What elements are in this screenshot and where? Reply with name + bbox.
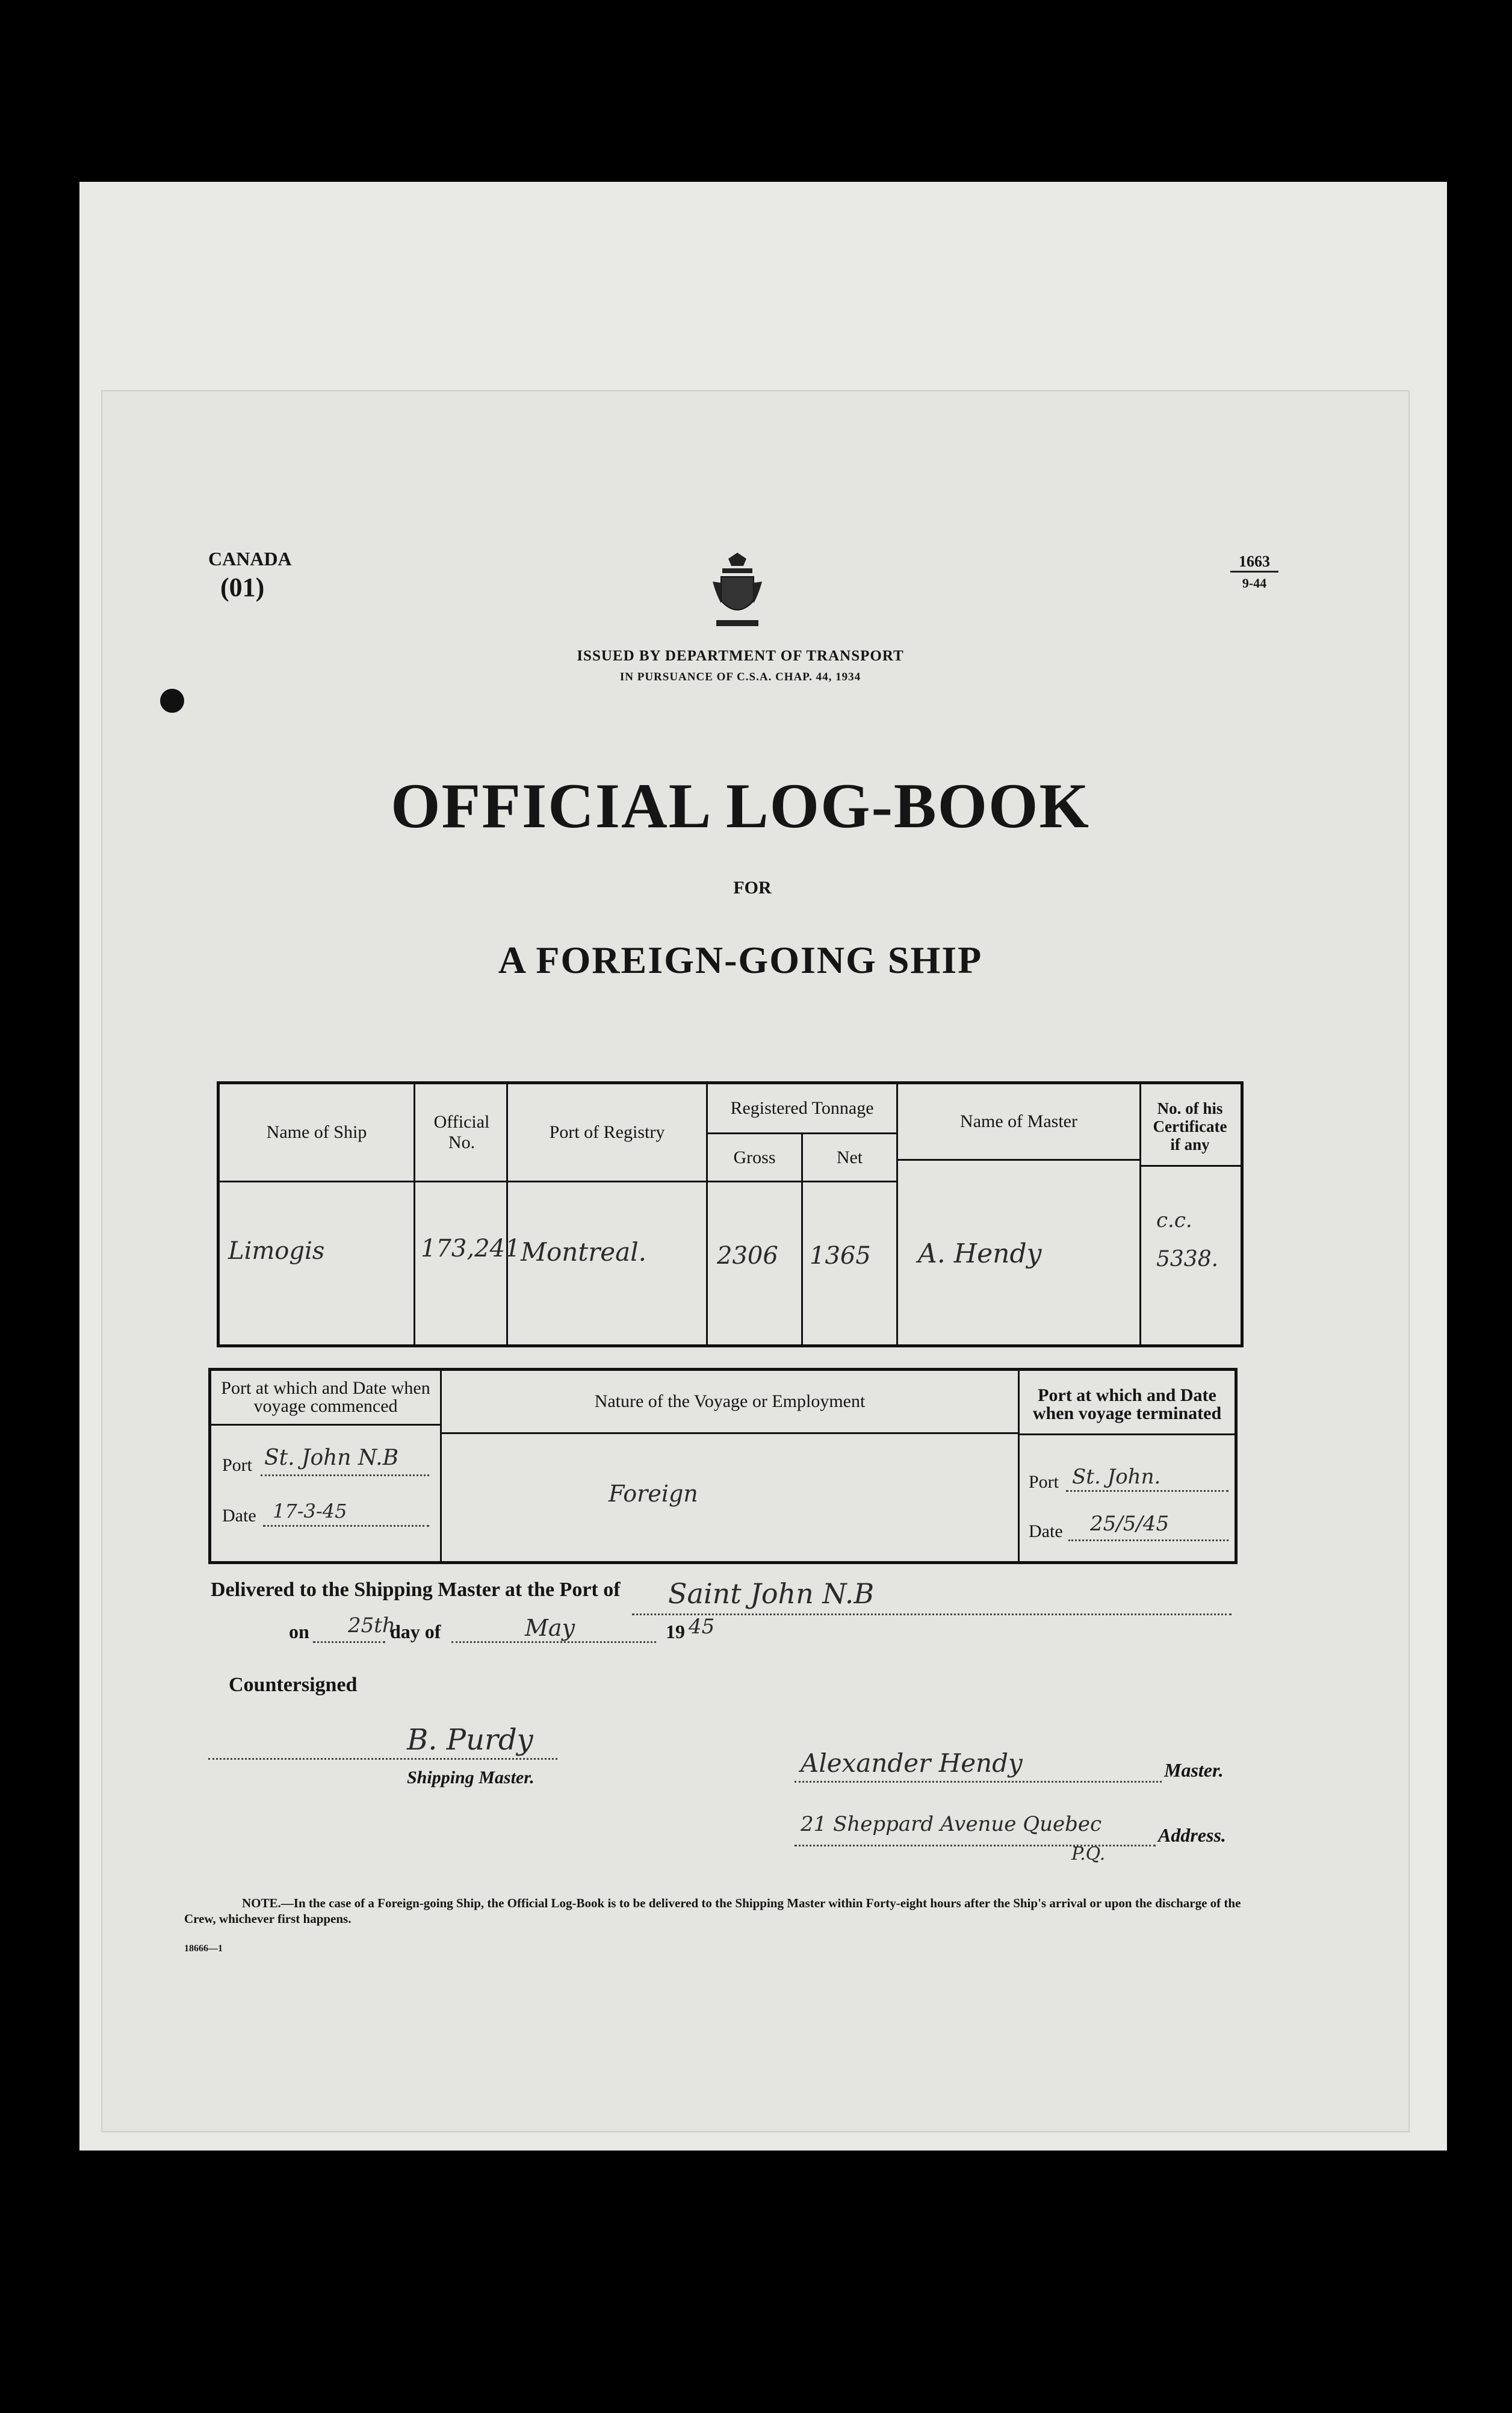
countersigned-label: Countersigned <box>229 1674 358 1696</box>
print-code: 18666—1 <box>184 1943 223 1954</box>
value-nature-of-voyage: Foreign <box>609 1480 698 1507</box>
ship-particulars-table <box>217 1081 1244 1347</box>
value-certificate-grade: c.c. <box>1156 1208 1192 1232</box>
value-name-of-master: A. Hendy <box>918 1238 1042 1269</box>
header-registered-tonnage: Registered Tonnage <box>730 1098 874 1118</box>
header-net: Net <box>836 1147 863 1167</box>
document-subtitle: A FOREIGN-GOING SHIP <box>498 939 983 981</box>
title-for: FOR <box>733 878 772 898</box>
header-name-of-ship: Name of Ship <box>266 1122 367 1142</box>
label-start-port: Port <box>222 1455 253 1475</box>
form-number: 1663 <box>1230 553 1278 573</box>
master-label: Master. <box>1164 1759 1224 1781</box>
header-certificate-no: No. of his Certificate if any <box>1153 1099 1227 1154</box>
delivery-on-label: on <box>289 1621 309 1642</box>
note-paragraph <box>184 1895 1244 1927</box>
value-name-of-ship: Limogis <box>228 1237 325 1265</box>
label-end-port: Port <box>1029 1472 1059 1492</box>
delivery-day-of-label: day of <box>390 1621 441 1642</box>
document-title: OFFICIAL LOG-BOOK <box>391 771 1090 841</box>
label-start-date: Date <box>222 1506 256 1526</box>
value-port-of-registry: Montreal. <box>521 1237 646 1267</box>
voyage-table <box>208 1368 1238 1564</box>
delivery-day-value: 25th <box>348 1613 395 1638</box>
value-end-port: St. John. <box>1072 1465 1161 1489</box>
delivery-port-value: Saint John N.B <box>668 1577 875 1610</box>
note-text: —In the case of a Foreign-going Ship, the Official Log-Book is to be delivered to the Shipping Master within Forty-eight hours after the Ship's arrival or upon the discharge of the Crew, whichever first happens. <box>184 1896 1241 1926</box>
shipping-master-label: Shipping Master. <box>407 1768 534 1787</box>
header-nature-of-voyage: Nature of the Voyage or Employment <box>594 1391 866 1411</box>
value-official-no: 173,241 <box>421 1235 521 1262</box>
issuer-line-2: IN PURSUANCE OF C.S.A. CHAP. 44, 1934 <box>619 671 861 683</box>
address-value-2: P.Q. <box>1071 1843 1106 1865</box>
value-certificate-no: 5338. <box>1156 1247 1219 1272</box>
value-start-date: 17-3-45 <box>273 1500 347 1523</box>
header-gross: Gross <box>733 1147 776 1167</box>
header-voyage-terminated: Port at which and Date when voyage terminated <box>1032 1385 1222 1423</box>
form-date: 9-44 <box>1242 576 1267 591</box>
note-label: NOTE. <box>242 1896 281 1910</box>
shipping-master-signature: B. Purdy <box>407 1723 533 1757</box>
delivery-year-value: 45 <box>689 1615 715 1639</box>
delivery-label: Delivered to the Shipping Master at the Port of <box>211 1579 621 1601</box>
country-code: (01) <box>220 573 265 602</box>
punch-hole <box>160 689 184 713</box>
address-label: Address. <box>1158 1824 1226 1846</box>
label-end-date: Date <box>1029 1521 1063 1541</box>
value-gross-tonnage: 2306 <box>717 1242 778 1270</box>
delivery-month-value: May <box>525 1615 575 1641</box>
address-value: 21 Sheppard Avenue Quebec <box>801 1812 1102 1836</box>
value-net-tonnage: 1365 <box>810 1242 871 1270</box>
delivery-port-line <box>632 1613 1232 1615</box>
header-port-of-registry: Port of Registry <box>549 1122 665 1142</box>
delivery-year-prefix: 19 <box>666 1621 685 1642</box>
header-voyage-commenced: Port at which and Date when voyage commenced <box>221 1378 430 1416</box>
value-end-date: 25/5/45 <box>1090 1512 1170 1536</box>
master-signature: Alexander Hendy <box>801 1748 1023 1778</box>
country-label: CANADA <box>208 548 292 570</box>
header-official-no: Official No. <box>433 1112 490 1152</box>
value-start-port: St. John N.B <box>264 1446 399 1470</box>
header-name-of-master: Name of Master <box>960 1111 1077 1131</box>
issuer-line-1: ISSUED BY DEPARTMENT OF TRANSPORT <box>577 648 904 664</box>
coat-of-arms-emblem <box>710 553 764 631</box>
